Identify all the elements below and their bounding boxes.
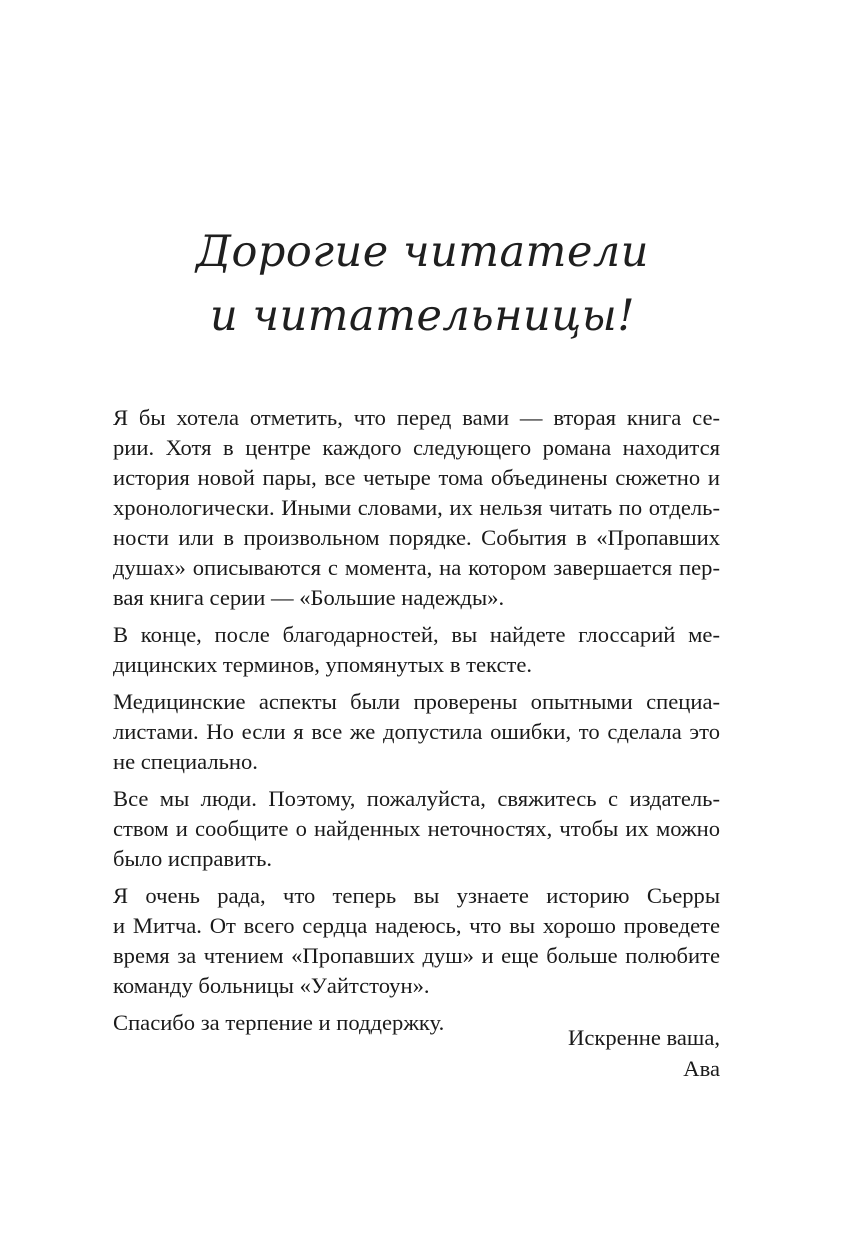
text-line: рии. Хотя в центре каждого следующего романа находится [113, 435, 720, 460]
paragraph-2 [113, 620, 720, 680]
paragraph-5 [113, 881, 720, 1001]
text-line: Все мы люди. Поэтому, пожалуйста, свяжитесь с издатель- [113, 786, 720, 811]
text-line: дицинских терминов, упомянутых в тексте. [113, 652, 533, 677]
paragraph-3 [113, 687, 720, 777]
text-line: не специально. [113, 749, 258, 774]
text-line: Я очень рада, что теперь вы узнаете историю Сьерры [113, 883, 720, 908]
heading-line-2: и читательницы! [209, 291, 636, 341]
text-line: В конце, после благодарностей, вы найдете глоссарий ме- [113, 622, 720, 647]
signature-block [568, 1022, 720, 1084]
signature-closing: Искренне ваша, [568, 1025, 720, 1050]
text-line: листами. Но если я все же допустила ошибки, то сделала это [113, 719, 720, 744]
text-line: Спасибо за терпение и поддержку. [113, 1010, 445, 1035]
page-heading [150, 220, 695, 348]
text-line: ности или в произвольном порядке. События в «Пропавших [113, 525, 720, 550]
text-line: команду больницы «Уайтстоун». [113, 973, 430, 998]
foreword-text [113, 403, 720, 1045]
paragraph-1 [113, 403, 720, 613]
signature-name: Ава [683, 1056, 720, 1081]
text-line: история новой пары, все четыре тома объединены сюжетно и [113, 465, 720, 490]
paragraph-4 [113, 784, 720, 874]
text-line: и Митча. От всего сердца надеюсь, что вы хорошо проведете [113, 913, 720, 938]
text-line: время за чтением «Пропавших душ» и еще больше полюбите [113, 943, 720, 968]
text-line: вая книга серии — «Большие надежды». [113, 585, 505, 610]
text-line: было исправить. [113, 846, 273, 871]
text-line: Медицинские аспекты были проверены опытными специа- [113, 689, 720, 714]
text-line: ством и сообщите о найденных неточностях, чтобы их можно [113, 816, 720, 841]
text-line: хронологически. Иными словами, их нельзя читать по отдель- [113, 495, 720, 520]
text-line: Я бы хотела отметить, что перед вами — вторая книга се- [113, 405, 720, 430]
heading-line-1: Дорогие читатели [196, 227, 649, 277]
text-line: душах» описываются с момента, на котором завершается пер- [113, 555, 720, 580]
